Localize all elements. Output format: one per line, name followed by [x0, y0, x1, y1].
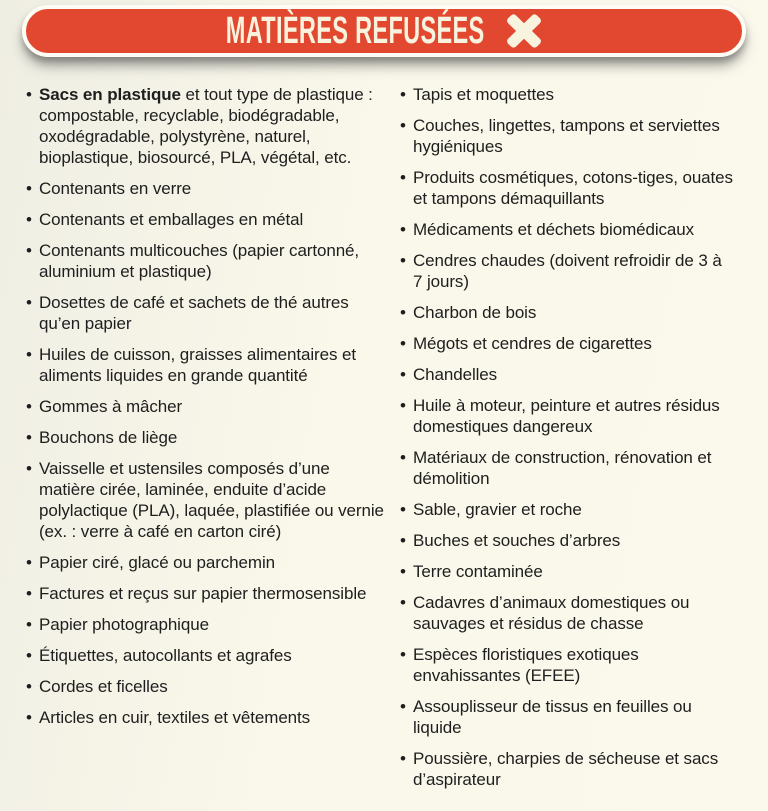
bullet-icon: •: [26, 646, 32, 665]
list-item: [400, 530, 733, 551]
list-item: [400, 219, 733, 240]
refused-x-icon: [507, 14, 542, 48]
list-item: [400, 115, 733, 157]
bullet-icon: •: [26, 241, 32, 260]
list-item: [400, 447, 733, 489]
list-item: [26, 645, 387, 666]
list-item: [400, 644, 733, 686]
bullet-icon: •: [26, 677, 32, 696]
bullet-icon: •: [26, 345, 32, 364]
bullet-icon: •: [400, 168, 406, 187]
list-item-text: Terre contaminée: [413, 562, 543, 581]
list-item: [400, 302, 733, 323]
bullet-icon: •: [400, 303, 406, 322]
list-item: [26, 707, 387, 728]
list-item: [400, 167, 733, 209]
bullet-icon: •: [26, 428, 32, 447]
list-item: [26, 552, 387, 573]
refused-materials-list: [26, 84, 733, 800]
list-item: [400, 499, 733, 520]
bullet-icon: •: [400, 448, 406, 467]
list-item-text: et tout type de plastique : compostable, recyclable, biodégradable, oxodégradable, polystyrène, naturel, bioplastique, biosourcé, PLA, végétal, etc.: [39, 85, 373, 167]
bullet-icon: •: [26, 584, 32, 603]
list-item-text: Papier photographique: [39, 615, 209, 634]
bullet-icon: •: [400, 220, 406, 239]
list-item: [400, 250, 733, 292]
list-item-text: Médicaments et déchets biomédicaux: [413, 220, 695, 239]
list-item-text: Dosettes de café et sachets de thé autres qu’en papier: [39, 293, 349, 333]
bullet-icon: •: [400, 645, 406, 664]
list-item-text: Contenants et emballages en métal: [39, 210, 304, 229]
list-item-text: Assouplisseur de tissus en feuilles ou liquide: [413, 697, 692, 737]
list-item-text: Contenants en verre: [39, 179, 192, 198]
list-item-text: Couches, lingettes, tampons et serviettes hygiéniques: [413, 116, 720, 156]
list-item-text-bold: Sacs en plastique: [39, 85, 181, 104]
bullet-icon: •: [400, 593, 406, 612]
left-column: [26, 84, 387, 800]
bullet-icon: •: [400, 749, 406, 768]
list-item-text: Huile à moteur, peinture et autres résidus domestiques dangereux: [413, 396, 720, 436]
bullet-icon: •: [26, 179, 32, 198]
list-item-text: Contenants multicouches (papier cartonné, aluminium et plastique): [39, 241, 360, 281]
right-column: [400, 84, 733, 800]
list-item-text: Buches et souches d’arbres: [413, 531, 621, 550]
list-item-text: Poussière, charpies de sécheuse et sacs d’aspirateur: [413, 749, 719, 789]
bullet-icon: •: [400, 697, 406, 716]
list-item-text: Cadavres d’animaux domestiques ou sauvages et résidus de chasse: [413, 593, 690, 633]
list-item: [26, 178, 387, 199]
list-item: [400, 364, 733, 385]
bullet-icon: •: [26, 293, 32, 312]
list-item-text: Espèces floristiques exotiques envahissantes (EFEE): [413, 645, 639, 685]
list-item-text: Sable, gravier et roche: [413, 500, 582, 519]
list-item-text: Étiquettes, autocollants et agrafes: [39, 646, 292, 665]
list-item: [400, 395, 733, 437]
banner-title: MATIÈRES REFUSÉES: [226, 10, 485, 52]
list-item: [400, 561, 733, 582]
list-item-text: Gommes à mâcher: [39, 397, 183, 416]
list-item: [400, 84, 733, 105]
bullet-icon: •: [400, 500, 406, 519]
list-item: [26, 614, 387, 635]
bullet-icon: •: [26, 615, 32, 634]
bullet-icon: •: [400, 251, 406, 270]
list-item: [400, 696, 733, 738]
bullet-icon: •: [400, 334, 406, 353]
list-item: [26, 240, 387, 282]
list-item-text: Chandelles: [413, 365, 498, 384]
list-item-text: Bouchons de liège: [39, 428, 178, 447]
bullet-icon: •: [400, 396, 406, 415]
list-item: [26, 427, 387, 448]
list-item: [26, 458, 387, 542]
list-item-text: Charbon de bois: [413, 303, 537, 322]
bullet-icon: •: [400, 531, 406, 550]
bullet-icon: •: [26, 210, 32, 229]
list-item: [26, 209, 387, 230]
list-item: [26, 344, 387, 386]
list-item-text: Tapis et moquettes: [413, 85, 554, 104]
bullet-icon: •: [26, 553, 32, 572]
bullet-icon: •: [26, 708, 32, 727]
list-item: [400, 748, 733, 790]
list-item: [26, 676, 387, 697]
list-item: [26, 84, 387, 168]
list-item-text: Papier ciré, glacé ou parchemin: [39, 553, 275, 572]
list-item-text: Cordes et ficelles: [39, 677, 168, 696]
list-item: [26, 583, 387, 604]
list-item: [400, 592, 733, 634]
bullet-icon: •: [26, 459, 32, 478]
bullet-icon: •: [400, 562, 406, 581]
list-item-text: Huiles de cuisson, graisses alimentaires et aliments liquides en grande quantité: [39, 345, 356, 385]
bullet-icon: •: [400, 85, 406, 104]
bullet-icon: •: [26, 85, 32, 104]
refused-banner: [22, 5, 746, 57]
list-item-text: Matériaux de construction, rénovation et démolition: [413, 448, 712, 488]
list-item-text: Articles en cuir, textiles et vêtements: [39, 708, 311, 727]
list-item: [26, 292, 387, 334]
list-item-text: Produits cosmétiques, cotons-tiges, ouates et tampons démaquillants: [413, 168, 733, 208]
list-item-text: Cendres chaudes (doivent refroidir de 3 à 7 jours): [413, 251, 722, 291]
bullet-icon: •: [400, 116, 406, 135]
banner-content: [226, 9, 542, 53]
bullet-icon: •: [26, 397, 32, 416]
list-item-text: Vaisselle et ustensiles composés d’une matière cirée, laminée, enduite d’acide polylactique (PLA), laquée, plastifiée ou vernie (ex. : verre à café en carton ciré): [39, 459, 384, 541]
list-item-text: Mégots et cendres de cigarettes: [413, 334, 652, 353]
list-item: [400, 333, 733, 354]
list-item-text: Factures et reçus sur papier thermosensible: [39, 584, 367, 603]
bullet-icon: •: [400, 365, 406, 384]
list-item: [26, 396, 387, 417]
